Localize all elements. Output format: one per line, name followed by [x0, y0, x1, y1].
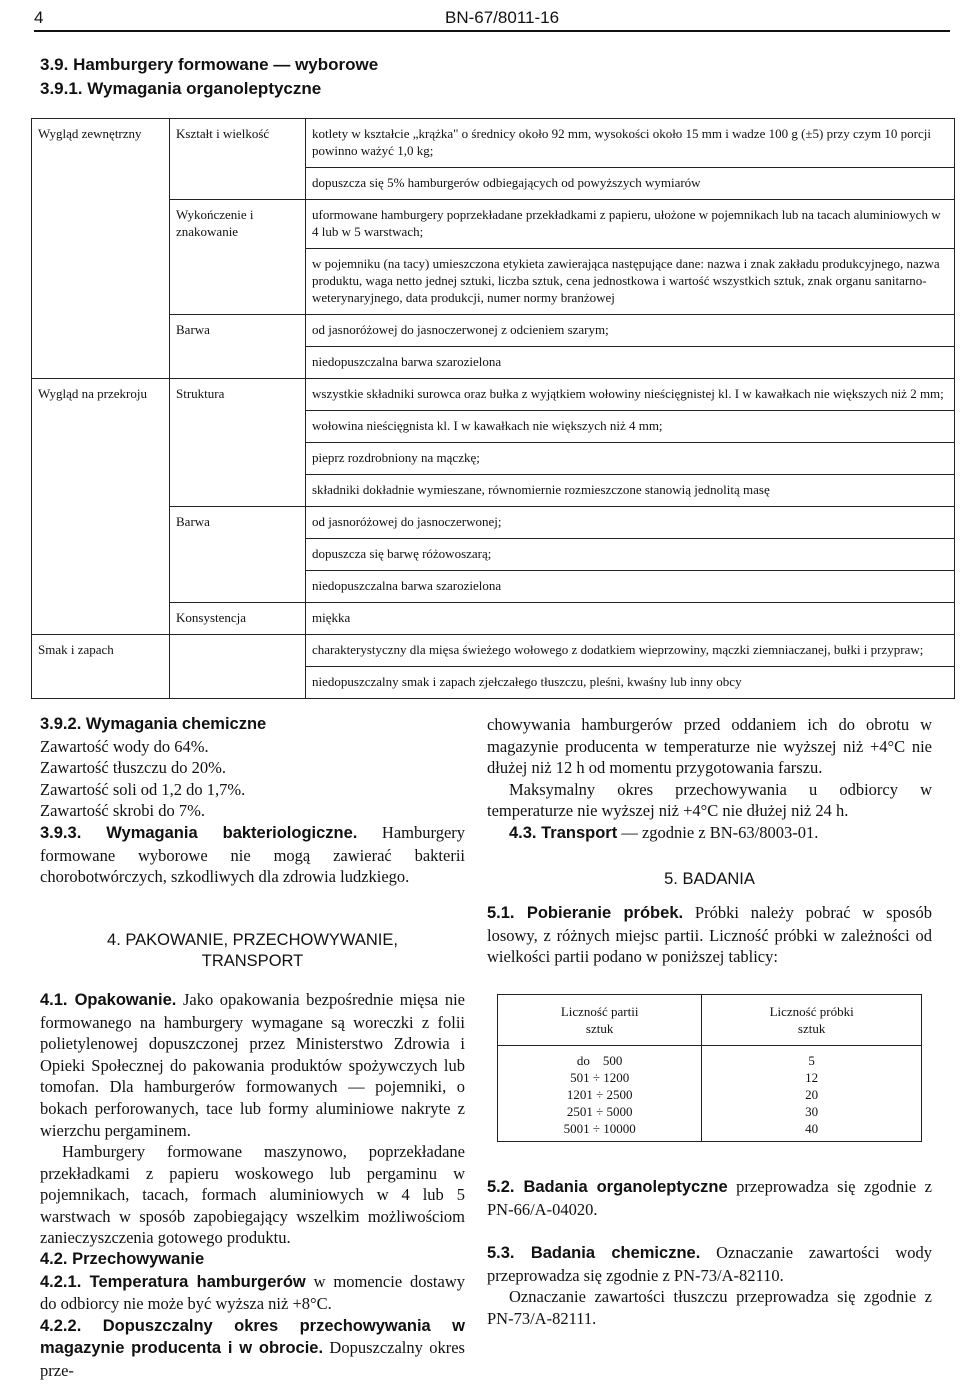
pobieranie-heading: 5.1. Pobieranie próbek.: [487, 904, 684, 923]
lot-cell: 2501 ÷ 5000: [498, 1103, 702, 1120]
okres-heading: 4.2.2. Dopuszczalny okres przechowywania w magazynie producenta i w obrocie.: [40, 1316, 465, 1358]
table-cell: dopuszcza się 5% hamburgerów odbiegających od powyższych wymiarów: [306, 168, 955, 200]
chem-heading: 3.9.2. Wymagania chemiczne: [40, 715, 267, 733]
transport-text: — zgodnie z BN-63/8003-01.: [621, 822, 819, 842]
subsection-title: 3.9.1. Wymagania organoleptyczne: [40, 79, 322, 98]
temp-heading: 4.2.1. Temperatura hamburgerów: [40, 1272, 306, 1291]
table-cell: Konsystencja: [170, 603, 306, 635]
max-storage-text: Maksymalny okres przechowywania u odbiorcy w temperaturze nie wyższej niż +4°C nie dłużej niż 24 h.: [487, 779, 932, 821]
table-cell: Wykończenie i znakowanie: [170, 200, 306, 249]
left-column: [40, 714, 465, 1382]
chem-test-heading: 5.3. Badania chemiczne.: [487, 1244, 701, 1263]
table-cell: dopuszcza się barwę różowoszarą;: [306, 539, 955, 571]
table-cell: od jasnoróżowej do jasnoczerwonej z odcieniem szarym;: [306, 315, 955, 347]
table-row: [498, 1069, 922, 1086]
table-cell: w pojemniku (na tacy) umieszczona etykieta zawierająca następujące dane: nazwa i znak zakładu produkcyjnego, nazwa produktu, waga netto jednej sztuki, liczba sztuk, cena jednostkowa i wartość wszystkich sztuk, znak organu sanitarno-weterynaryjnego, data produkcji, numer normy branżowej: [306, 249, 955, 315]
lot-size-header: Liczność partii sztuk: [498, 994, 702, 1045]
bact-heading: 3.9.3. Wymagania bakteriologiczne.: [40, 823, 358, 842]
table-cell: Smak i zapach: [32, 635, 170, 667]
fat-test-text: Oznaczanie zawartości tłuszczu przeprowadza się zgodnie z PN-73/A-82111.: [487, 1287, 932, 1328]
okres-text: Dopuszczalny okres prze-: [40, 1338, 465, 1381]
right-column: [487, 714, 932, 1330]
table-cell: wszystkie składniki surowca oraz bułka z wyjątkiem wołowiny nieścięgnistej kl. I w kawałkach nie większych niż 2 mm;: [306, 379, 955, 411]
table-row: [498, 1120, 922, 1142]
table-cell: Wygląd zewnętrzny: [32, 119, 170, 168]
table-cell: uformowane hamburgery poprzekładane przekładkami z papieru, ułożone w pojemnikach lub na tacach aluminiowych w 4 lub w 5 warstwach;: [306, 200, 955, 249]
table-cell: niedopuszczalny smak i zapach zjełczałego tłuszczu, pleśni, kwaśny lub inny obcy: [306, 667, 955, 699]
sample-cell: 12: [702, 1069, 922, 1086]
table-row: [498, 1086, 922, 1103]
sample-table-wrap: [487, 994, 932, 1142]
table-cell: pieprz rozdrobniony na mączkę;: [306, 443, 955, 475]
pack-title-line1: 4. PAKOWANIE, PRZECHOWYWANIE,: [107, 930, 398, 949]
lot-cell: do 500: [498, 1045, 702, 1069]
table-cell: kotlety w kształcie „krążka" o średnicy około 92 mm, wysokości około 15 mm i wadze 100 g (±5) przy czym 10 porcji powinno ważyć 1,0 kg;: [312, 126, 931, 158]
lot-cell: 501 ÷ 1200: [498, 1069, 702, 1086]
table-cell: Barwa: [170, 315, 306, 347]
table-cell: Struktura: [170, 379, 306, 411]
table-row: [498, 1045, 922, 1069]
sample-size-table: [497, 994, 922, 1142]
section-title: 3.9. Hamburgery formowane — wyborowe: [40, 55, 379, 74]
pack-title-line2: TRANSPORT: [201, 952, 304, 971]
table-cell: składniki dokładnie wymieszane, równomiernie rozmieszczone stanowią jednolitą masę: [306, 475, 955, 507]
table-cell: charakterystyczny dla mięsa świeżego wołowego z dodatkiem wieprzowiny, mączki ziemniaczanej, bułki i przypraw;: [306, 635, 955, 667]
pobieranie-text: Próbki należy pobrać w sposób losowy, z różnych miejsc partii. Liczność próbki w zależności od wielkości partii podano w poniższej tablicy:: [487, 903, 932, 967]
sample-cell: 20: [702, 1086, 922, 1103]
chem-starch: Zawartość skrobi do 7%.: [40, 801, 205, 821]
table-cell: wołowina nieścięgnista kl. I w kawałkach nie większych niż 4 mm;: [306, 411, 955, 443]
storage-text: chowywania hamburgerów przed oddaniem ich do obrotu w magazynie producenta w temperaturze nie wyższej niż +4°C nie dłużej niż 12 h od momentu przygotowania farszu.: [487, 715, 932, 778]
badania-title: 5. BADANIA: [664, 869, 755, 888]
standard-code: BN-67/8011-16: [445, 8, 560, 27]
opak-text-2: Hamburgery formowane maszynowo, poprzekładane przekładkami z papieru woskowego lub pergaminu w pojemnikach, tacach, formach aluminiowych w 4 lub 5 warstwach w sposób zapobiegający wszelkim możliwościom zanieczyszczenia gotowego produktu.: [40, 1142, 465, 1248]
page-header: [34, 4, 950, 32]
bact-text: Hamburgery formowane wyborowe nie mogą zawierać bakterii chorobotwórczych, szkodliwych dla zdrowia ludzkiego.: [40, 822, 466, 887]
organoleptic-table: [31, 118, 955, 699]
sample-cell: 5: [702, 1045, 922, 1069]
table-cell: Barwa: [170, 507, 306, 539]
table-cell: Wygląd na przekroju: [32, 379, 170, 411]
table-cell: od jasnoróżowej do jasnoczerwonej;: [306, 507, 955, 539]
opak-text: Jako opakowania bezpośrednie mięsa nie formowanego na hamburgery wymagane są woreczki z folii polietylenowej dopuszczonej przez Ministerstwo Zdrowia i Opieki Społecznej do pakowania produktów spożywczych lub tomofan. Dla hamburgerów formowanych — pojemniki, o bokach perforowanych, tace lub formy aluminiowe nakryte z wierzchu pergaminem.: [40, 989, 466, 1140]
opak-heading: 4.1. Opakowanie.: [40, 990, 177, 1009]
page-number: 4: [34, 8, 44, 27]
sample-size-header: Liczność próbki sztuk: [702, 994, 922, 1045]
org-test-text: przeprowadza się zgodnie z PN-66/A-04020.: [487, 1176, 933, 1219]
chem-salt: Zawartość soli od 1,2 do 1,7%.: [40, 779, 246, 799]
table-cell: miękka: [306, 603, 955, 635]
sample-cell: 40: [702, 1120, 922, 1142]
org-test-heading: 5.2. Badania organoleptyczne: [487, 1177, 728, 1196]
table-row: [498, 1103, 922, 1120]
sample-cell: 30: [702, 1103, 922, 1120]
przech-heading: 4.2. Przechowywanie: [40, 1250, 205, 1269]
chem-test-text: Oznaczanie zawartości wody przeprowadza się zgodnie z PN-73/A-82110.: [487, 1243, 932, 1285]
lot-cell: 5001 ÷ 10000: [498, 1120, 702, 1142]
chem-water: Zawartość wody do 64%.: [40, 736, 209, 756]
table-cell: niedopuszczalna barwa szarozielona: [306, 347, 955, 379]
table-cell: niedopuszczalna barwa szarozielona: [306, 571, 955, 603]
table-cell: Kształt i wielkość: [170, 119, 306, 168]
temp-text: w momencie dostawy do odbiorcy nie może być wyższa niż +8°C.: [40, 1271, 466, 1314]
chem-fat: Zawartość tłuszczu do 20%.: [40, 758, 227, 778]
transport-heading: 4.3. Transport: [509, 823, 618, 842]
lot-cell: 1201 ÷ 2500: [498, 1086, 702, 1103]
